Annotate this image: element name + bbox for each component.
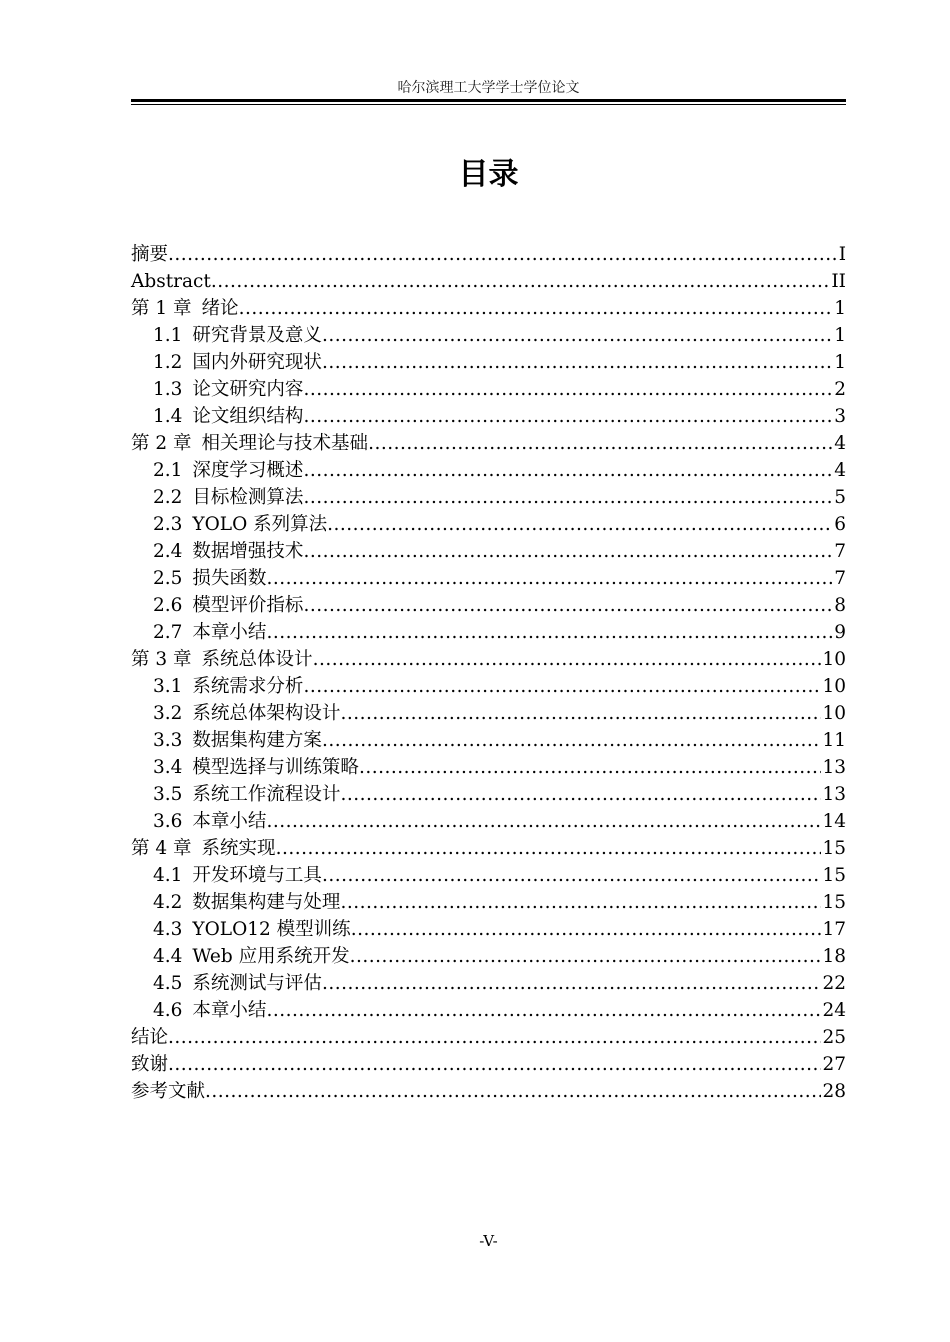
toc-dot-leader: [322, 862, 822, 889]
toc-entry-chapter[interactable]: [131, 430, 846, 457]
toc-entry-title: 论文组织结构: [192, 406, 304, 427]
toc-entry-label: [131, 1078, 205, 1105]
toc-entry-page: 7: [834, 541, 846, 562]
toc-entry-number: 3.2: [153, 703, 183, 724]
toc-entry-chapter[interactable]: [131, 268, 846, 295]
toc-entry-page: 10: [822, 703, 846, 724]
toc-entry-label: [153, 349, 322, 376]
toc-entry-page: 1: [834, 325, 846, 346]
toc-entry-number: 3.1: [153, 676, 183, 697]
toc-entry-page: 10: [822, 676, 846, 697]
toc-entry-page: 13: [822, 757, 846, 778]
toc-entry-page: 5: [834, 487, 846, 508]
toc-entry-section[interactable]: [131, 565, 846, 592]
toc-entry-label: [131, 430, 368, 457]
toc-entry-title: 研究背景及意义: [192, 325, 322, 346]
toc-entry-label: [153, 727, 322, 754]
toc-dot-leader: [303, 403, 833, 430]
toc-dot-leader: [168, 241, 838, 268]
toc-entry-title: 绪论: [201, 298, 239, 319]
toc-entry-label: [153, 781, 340, 808]
toc-entry-label: [131, 1051, 168, 1078]
toc-entry-page: 2: [834, 379, 846, 400]
toc-dot-leader: [351, 916, 822, 943]
toc-entry-number: 第 2 章: [131, 433, 192, 454]
toc-entry-page: II: [831, 271, 846, 292]
toc-entry-number: 4.3: [153, 919, 183, 940]
toc-entry-section[interactable]: [131, 808, 846, 835]
toc-entry-page: I: [838, 244, 846, 265]
toc-entry-label: [131, 835, 276, 862]
table-of-contents: [131, 241, 846, 1105]
toc-entry-section[interactable]: [131, 970, 846, 997]
toc-entry-label: [153, 970, 322, 997]
toc-entry-page: 18: [822, 946, 846, 967]
toc-entry-number: 2.4: [153, 541, 183, 562]
toc-entry-page: 8: [834, 595, 846, 616]
toc-entry-section[interactable]: [131, 781, 846, 808]
toc-entry-number: 4.5: [153, 973, 183, 994]
toc-dot-leader: [303, 484, 833, 511]
toc-entry-title: 本章小结: [192, 622, 267, 643]
toc-entry-page: 28: [822, 1081, 846, 1102]
toc-entry-number: 2.6: [153, 595, 183, 616]
running-header: 哈尔滨理工大学学士学位论文: [397, 80, 580, 96]
toc-entry-label: [153, 403, 303, 430]
toc-dot-leader: [322, 727, 822, 754]
toc-dot-leader: [303, 592, 833, 619]
toc-dot-leader: [322, 322, 833, 349]
toc-entry-number: 2.2: [153, 487, 183, 508]
toc-entry-number: 3.4: [153, 757, 183, 778]
toc-entry-number: 1.3: [153, 379, 183, 400]
toc-entry-page: 17: [822, 919, 846, 940]
toc-entry-title: 深度学习概述: [192, 460, 304, 481]
toc-dot-leader: [340, 700, 821, 727]
toc-dot-leader: [168, 1051, 821, 1078]
toc-entry-title: 系统工作流程设计: [192, 784, 341, 805]
toc-entry-section[interactable]: [131, 754, 846, 781]
toc-dot-leader: [350, 943, 822, 970]
toc-entry-label: [153, 889, 340, 916]
toc-entry-title: 系统总体设计: [201, 649, 313, 670]
toc-entry-number: 1.4: [153, 406, 183, 427]
toc-entry-title: 系统实现: [201, 838, 276, 859]
toc-entry-section[interactable]: [131, 727, 846, 754]
toc-entry-title: 数据增强技术: [192, 541, 304, 562]
header-rule-thick: [131, 99, 846, 102]
toc-entry-title: 国内外研究现状: [192, 352, 322, 373]
toc-dot-leader: [266, 808, 821, 835]
toc-entry-section[interactable]: [131, 538, 846, 565]
toc-entry-number: 1.2: [153, 352, 183, 373]
toc-entry-title: 模型选择与训练策略: [192, 757, 359, 778]
toc-entry-section[interactable]: [131, 322, 846, 349]
toc-entry-section[interactable]: [131, 403, 846, 430]
toc-entry-chapter[interactable]: [131, 1078, 846, 1105]
toc-dot-leader: [266, 565, 833, 592]
toc-entry-title: 本章小结: [192, 811, 267, 832]
toc-entry-label: [131, 241, 168, 268]
toc-entry-page: 14: [822, 811, 846, 832]
toc-entry-label: [153, 511, 327, 538]
toc-entry-chapter[interactable]: [131, 1024, 846, 1051]
toc-entry-label: [153, 457, 303, 484]
toc-entry-title: YOLO 系列算法: [192, 514, 328, 535]
toc-entry-label: [153, 376, 303, 403]
toc-entry-section[interactable]: [131, 592, 846, 619]
toc-entry-title: 模型评价指标: [192, 595, 304, 616]
toc-entry-number: 第 4 章: [131, 838, 192, 859]
toc-entry-title: Web 应用系统开发: [192, 946, 350, 967]
toc-entry-title: Abstract: [131, 271, 211, 292]
toc-entry-title: 数据集构建与处理: [192, 892, 341, 913]
toc-dot-leader: [340, 889, 821, 916]
toc-entry-title: 致谢: [131, 1054, 169, 1075]
toc-entry-label: [153, 754, 359, 781]
toc-entry-label: [153, 322, 322, 349]
toc-entry-title: 系统总体架构设计: [192, 703, 341, 724]
toc-entry-page: 10: [822, 649, 846, 670]
toc-entry-title: 系统测试与评估: [192, 973, 322, 994]
toc-entry-label: [153, 997, 266, 1024]
toc-dot-leader: [266, 997, 821, 1024]
toc-entry-title: 本章小结: [192, 1000, 267, 1021]
toc-entry-number: 2.1: [153, 460, 183, 481]
toc-dot-leader: [322, 970, 822, 997]
toc-entry-label: [131, 1024, 168, 1051]
toc-entry-section[interactable]: [131, 673, 846, 700]
toc-entry-number: 3.5: [153, 784, 183, 805]
toc-entry-title: 损失函数: [192, 568, 267, 589]
page-number: -V-: [479, 1232, 498, 1250]
toc-entry-label: [153, 484, 303, 511]
toc-entry-section[interactable]: [131, 700, 846, 727]
toc-dot-leader: [239, 295, 834, 322]
toc-entry-label: [153, 538, 303, 565]
toc-entry-section[interactable]: [131, 376, 846, 403]
toc-dot-leader: [327, 511, 833, 538]
toc-entry-label: [153, 592, 303, 619]
toc-entry-number: 3.6: [153, 811, 183, 832]
toc-entry-page: 15: [822, 892, 846, 913]
toc-entry-number: 第 1 章: [131, 298, 192, 319]
toc-entry-section[interactable]: [131, 457, 846, 484]
toc-entry-page: 25: [822, 1027, 846, 1048]
toc-entry-section[interactable]: [131, 349, 846, 376]
toc-entry-label: [153, 943, 350, 970]
toc-dot-leader: [168, 1024, 821, 1051]
toc-entry-page: 9: [834, 622, 846, 643]
toc-dot-leader: [303, 673, 821, 700]
header-rule-thin: [131, 104, 846, 105]
toc-entry-section[interactable]: [131, 484, 846, 511]
toc-entry-title: 参考文献: [131, 1081, 206, 1102]
toc-entry-title: 相关理论与技术基础: [201, 433, 369, 454]
toc-dot-leader: [303, 376, 833, 403]
toc-entry-number: 2.3: [153, 514, 183, 535]
toc-entry-title: 论文研究内容: [192, 379, 304, 400]
toc-entry-section[interactable]: [131, 511, 846, 538]
page-title: 目录: [458, 157, 519, 192]
toc-entry-chapter[interactable]: [131, 835, 846, 862]
toc-entry-page: 3: [834, 406, 846, 427]
toc-entry-number: 4.2: [153, 892, 183, 913]
toc-entry-section[interactable]: [131, 997, 846, 1024]
toc-entry-number: 1.1: [153, 325, 183, 346]
toc-entry-label: [153, 673, 303, 700]
toc-entry-number: 4.6: [153, 1000, 183, 1021]
toc-entry-page: 15: [822, 838, 846, 859]
toc-dot-leader: [266, 619, 833, 646]
toc-entry-page: 11: [822, 730, 846, 751]
toc-entry-title: 系统需求分析: [192, 676, 304, 697]
toc-dot-leader: [340, 781, 821, 808]
toc-entry-chapter[interactable]: [131, 295, 846, 322]
toc-entry-page: 13: [822, 784, 846, 805]
toc-entry-page: 24: [822, 1000, 846, 1021]
toc-entry-page: 15: [822, 865, 846, 886]
toc-entry-section[interactable]: [131, 889, 846, 916]
toc-entry-title: YOLO12 模型训练: [192, 919, 351, 940]
toc-entry-label: [153, 808, 266, 835]
toc-entry-page: 1: [834, 298, 846, 319]
toc-dot-leader: [211, 268, 831, 295]
toc-entry-chapter[interactable]: [131, 1051, 846, 1078]
toc-entry-section[interactable]: [131, 943, 846, 970]
toc-dot-leader: [303, 457, 833, 484]
toc-entry-label: [153, 916, 351, 943]
toc-entry-page: 4: [834, 460, 846, 481]
toc-entry-label: [153, 700, 340, 727]
toc-entry-number: 2.5: [153, 568, 183, 589]
toc-dot-leader: [313, 646, 822, 673]
toc-entry-page: 7: [834, 568, 846, 589]
toc-entry-title: 目标检测算法: [192, 487, 304, 508]
toc-entry-label: [131, 295, 239, 322]
toc-entry-title: 数据集构建方案: [192, 730, 322, 751]
toc-entry-label: [153, 619, 266, 646]
toc-entry-page: 1: [834, 352, 846, 373]
toc-entry-label: [131, 646, 313, 673]
toc-entry-page: 6: [834, 514, 846, 535]
toc-dot-leader: [303, 538, 833, 565]
toc-entry-section[interactable]: [131, 619, 846, 646]
toc-entry-page: 22: [822, 973, 846, 994]
toc-entry-number: 3.3: [153, 730, 183, 751]
toc-entry-label: [153, 862, 322, 889]
toc-entry-title: 结论: [131, 1027, 169, 1048]
toc-entry-chapter[interactable]: [131, 241, 846, 268]
toc-dot-leader: [276, 835, 822, 862]
toc-entry-title: 摘要: [131, 244, 169, 265]
toc-entry-label: [131, 268, 211, 295]
toc-entry-label: [153, 565, 266, 592]
toc-dot-leader: [322, 349, 833, 376]
toc-entry-page: 27: [822, 1054, 846, 1075]
toc-entry-number: 4.1: [153, 865, 183, 886]
toc-dot-leader: [368, 430, 833, 457]
toc-entry-section[interactable]: [131, 862, 846, 889]
toc-entry-page: 4: [834, 433, 846, 454]
toc-entry-number: 2.7: [153, 622, 183, 643]
toc-entry-section[interactable]: [131, 916, 846, 943]
toc-dot-leader: [359, 754, 822, 781]
toc-entry-number: 第 3 章: [131, 649, 192, 670]
toc-entry-number: 4.4: [153, 946, 183, 967]
toc-entry-chapter[interactable]: [131, 646, 846, 673]
toc-dot-leader: [205, 1078, 821, 1105]
toc-entry-title: 开发环境与工具: [192, 865, 322, 886]
